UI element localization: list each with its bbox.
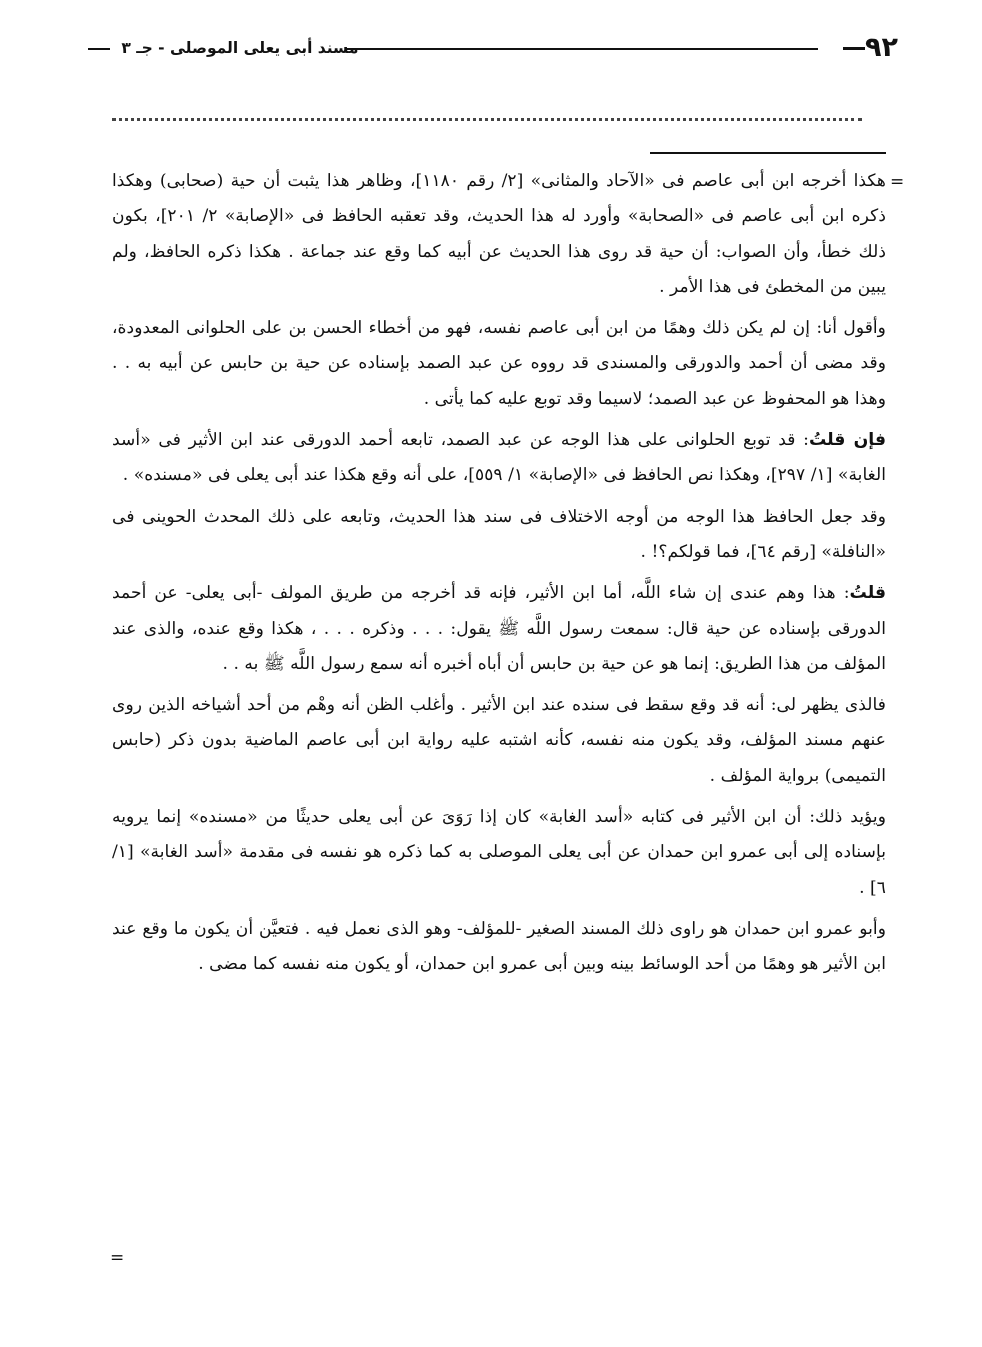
paragraph-5	[112, 576, 886, 682]
paragraph-2-text: وأقول أنا: إن لم يكن ذلك وهمًا من ابن أبى عاصم نفسه، فهو من أخطاء الحسن بن على الحلوانى المعدودة، وقد مضى أن أحمد والدورقى والمسندى قد رووه عن عبد الصمد بإسناده عن حية بن حابس عن أبيه به . . وهذا هو المحفوظ عن عبد الصمد؛ لاسيما وقد توبع عليه كما يأتى .	[112, 318, 886, 409]
header-rule	[346, 48, 818, 50]
paragraph-1	[112, 164, 886, 305]
paragraph-1-text: هكذا أخرجه ابن أبى عاصم فى «الآحاد والمثانى» [٢/ رقم ١١٨٠]، وظاهر هذا يثبت أن حية (صحابى) وهكذا ذكره ابن أبى عاصم فى «الصحابة» وأورد له هذا الحديث، وقد تعقبه الحافظ فى «الإصابة» ٢/ ٢٠١]، بكون ذلك خطأ، وأن الصواب: أن حية قد روى هذا الحديث عن أبيه كما وقع عند جماعة . هكذا ذكره الحافظ، ولم يبين من المخطئ فى هذا الأمر .	[112, 171, 886, 297]
paragraph-3	[112, 423, 886, 494]
footnote-separator-rule	[650, 152, 886, 154]
page-header	[88, 30, 898, 70]
paragraph-6-text: فالذى يظهر لى: أنه قد وقع سقط فى سنده عند ابن الأثير . وأغلب الظن أنه وهْم من أحد أشياخه الذين روى عنهم مسند المؤلف، وقد يكون منه نفسه، كأنه اشتبه عليه رواية ابن أبى عاصم الماضية بدون ذكر (حابس التميمى) برواية المؤلف .	[112, 695, 886, 786]
footnote-body	[112, 164, 886, 989]
continuation-mark-start: =	[890, 172, 905, 192]
ellipsis-dotted-line	[112, 104, 862, 121]
page-number-value: ٩٢	[865, 32, 898, 63]
paragraph-5-text: : هذا وهم عندى إن شاء اللَّه، أما ابن الأثير، فإنه قد أخرجه من طريق المولف -أبى يعلى- عن أحمد الدورقى بإسناده عن حية قال: سمعت رسول اللَّه ﷺ يقول: . . . وذكره . . . ، هكذا وقع عنده، والذى عند المؤلف من هذا الطريق: إنما هو عن حية بن حابس أن أباه أخبره أنه سمع رسول اللَّه ﷺ به . .	[112, 583, 886, 674]
paragraph-8-text: وأبو عمرو ابن حمدان هو راوى ذلك المسند الصغير -للمؤلف- وهو الذى نعمل فيه . فتعيَّن أن يكون ما وقع عند ابن الأثير هو وهمًا من أحد الوسائط بينه وبين أبى عمرو ابن حمدان، أو يكون منه نفسه كما مضى .	[112, 918, 886, 975]
paragraph-4	[112, 500, 886, 571]
continuation-mark-end: =	[110, 1248, 125, 1268]
header-dash-right	[843, 47, 865, 50]
paragraph-3-lead: فإن قلتُ	[808, 430, 887, 451]
paragraph-7	[112, 800, 886, 906]
paragraph-3-text: : قد توبع الحلوانى على هذا الوجه عن عبد الصمد، تابعه أحمد الدورقى عند ابن الأثير فى «أسد الغابة» [١/ ٢٩٧]، وهكذا نص الحافظ فى «الإصابة» ١/ ٥٥٩]، على أنه وقع هكذا عند أبى يعلى فى «مسنده» .	[112, 430, 886, 486]
paragraph-2	[112, 311, 886, 417]
page-number	[835, 30, 898, 66]
running-title-text: مسند أبى يعلى الموصلى - جـ ٣	[121, 39, 359, 57]
paragraph-6	[112, 688, 886, 794]
running-title	[88, 34, 358, 62]
paragraph-4-text: وقد جعل الحافظ هذا الوجه من أوجه الاختلاف فى سند هذا الحديث، وتابعه على ذلك المحدث الحوينى فى «النافلة» [رقم ٦٤]، فما قولكم؟! .	[112, 506, 886, 562]
paragraph-8	[112, 912, 886, 983]
paragraph-5-lead: قلتُ	[849, 583, 886, 604]
paragraph-7-text: ويؤيد ذلك: أن ابن الأثير فى كتابه «أسد الغابة» كان إذا رَوَىَ عن أبى يعلى حديثًا من «مسنده» إنما يرويه بإسناده إلى أبى عمرو ابن حمدان عن أبى يعلى الموصلى به كما ذكره هو نفسه فى مقدمة «أسد الغابة» [١/ ٦] .	[112, 807, 886, 898]
header-dash-left	[88, 48, 110, 50]
